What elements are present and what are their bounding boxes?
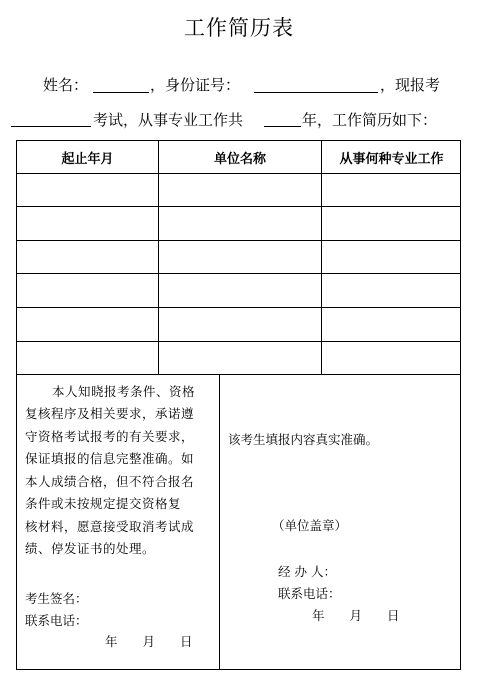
table-cell[interactable]: [322, 274, 461, 307]
exam-label: ，现报考: [380, 76, 441, 94]
years-blank[interactable]: [264, 126, 301, 127]
candidate-signature-label: 考生签名：: [25, 591, 88, 606]
table-cell[interactable]: [322, 207, 461, 240]
pledge-line: 本人成绩合格，但不符合报名: [25, 474, 195, 489]
pledge-line: 核材料，愿意接受取消考试成: [25, 519, 195, 534]
table-cell[interactable]: [159, 342, 321, 374]
table-cell[interactable]: [322, 174, 461, 206]
table-cell[interactable]: [17, 207, 158, 240]
candidate-date: 年 月 日: [105, 634, 193, 649]
table-cell[interactable]: [322, 342, 461, 374]
unit-seal-text: （单位盖章）: [272, 518, 348, 533]
header-specialty: 从事何种专业工作: [339, 152, 444, 167]
handler-label: 经 办 人：: [278, 564, 336, 579]
pledge-line: 条件或未按规定提交资格复: [25, 496, 182, 511]
name-label: 姓名：: [43, 76, 89, 94]
table-cell[interactable]: [17, 342, 158, 374]
page-title: 工作简历表: [184, 16, 294, 40]
pledge-line: 本人知晓报考条件、资格: [52, 384, 196, 399]
id-number-label: ，身份证号：: [150, 76, 241, 94]
table-cell[interactable]: [17, 274, 158, 307]
unit-confirm-text: 该考生填报内容真实准确。: [228, 432, 379, 447]
id-number-blank[interactable]: [254, 92, 378, 93]
table-cell[interactable]: [159, 241, 321, 273]
pledge-line: 守资格考试报考的有关要求，: [25, 429, 195, 444]
section-divider: [219, 374, 220, 670]
table-cell[interactable]: [322, 308, 461, 341]
table-cell[interactable]: [159, 308, 321, 341]
pledge-line: 复核程序及相关要求，承诺遵: [25, 406, 195, 421]
header-period: 起止年月: [61, 152, 114, 167]
table-cell[interactable]: [17, 241, 158, 273]
name-blank[interactable]: [93, 92, 149, 93]
table-cell[interactable]: [159, 174, 321, 206]
table-cell[interactable]: [159, 274, 321, 307]
pledge-line: 绩、停发证书的处理。: [25, 541, 156, 556]
table-cell[interactable]: [17, 174, 158, 206]
exam-suffix-text: 考试，从事专业工作共: [93, 111, 244, 129]
pledge-line: 保证填报的信息完整准确。如: [25, 451, 195, 466]
table-cell[interactable]: [322, 241, 461, 273]
row-divider: [16, 374, 461, 375]
header-employer: 单位名称: [213, 152, 266, 167]
years-suffix-text: 年，工作简历如下：: [302, 111, 438, 129]
exam-name-blank[interactable]: [11, 126, 91, 127]
unit-phone-label: 联系电话：: [278, 586, 341, 601]
candidate-phone-label: 联系电话：: [25, 613, 88, 628]
table-cell[interactable]: [159, 207, 321, 240]
table-cell[interactable]: [17, 308, 158, 341]
unit-date: 年 月 日: [312, 608, 400, 623]
